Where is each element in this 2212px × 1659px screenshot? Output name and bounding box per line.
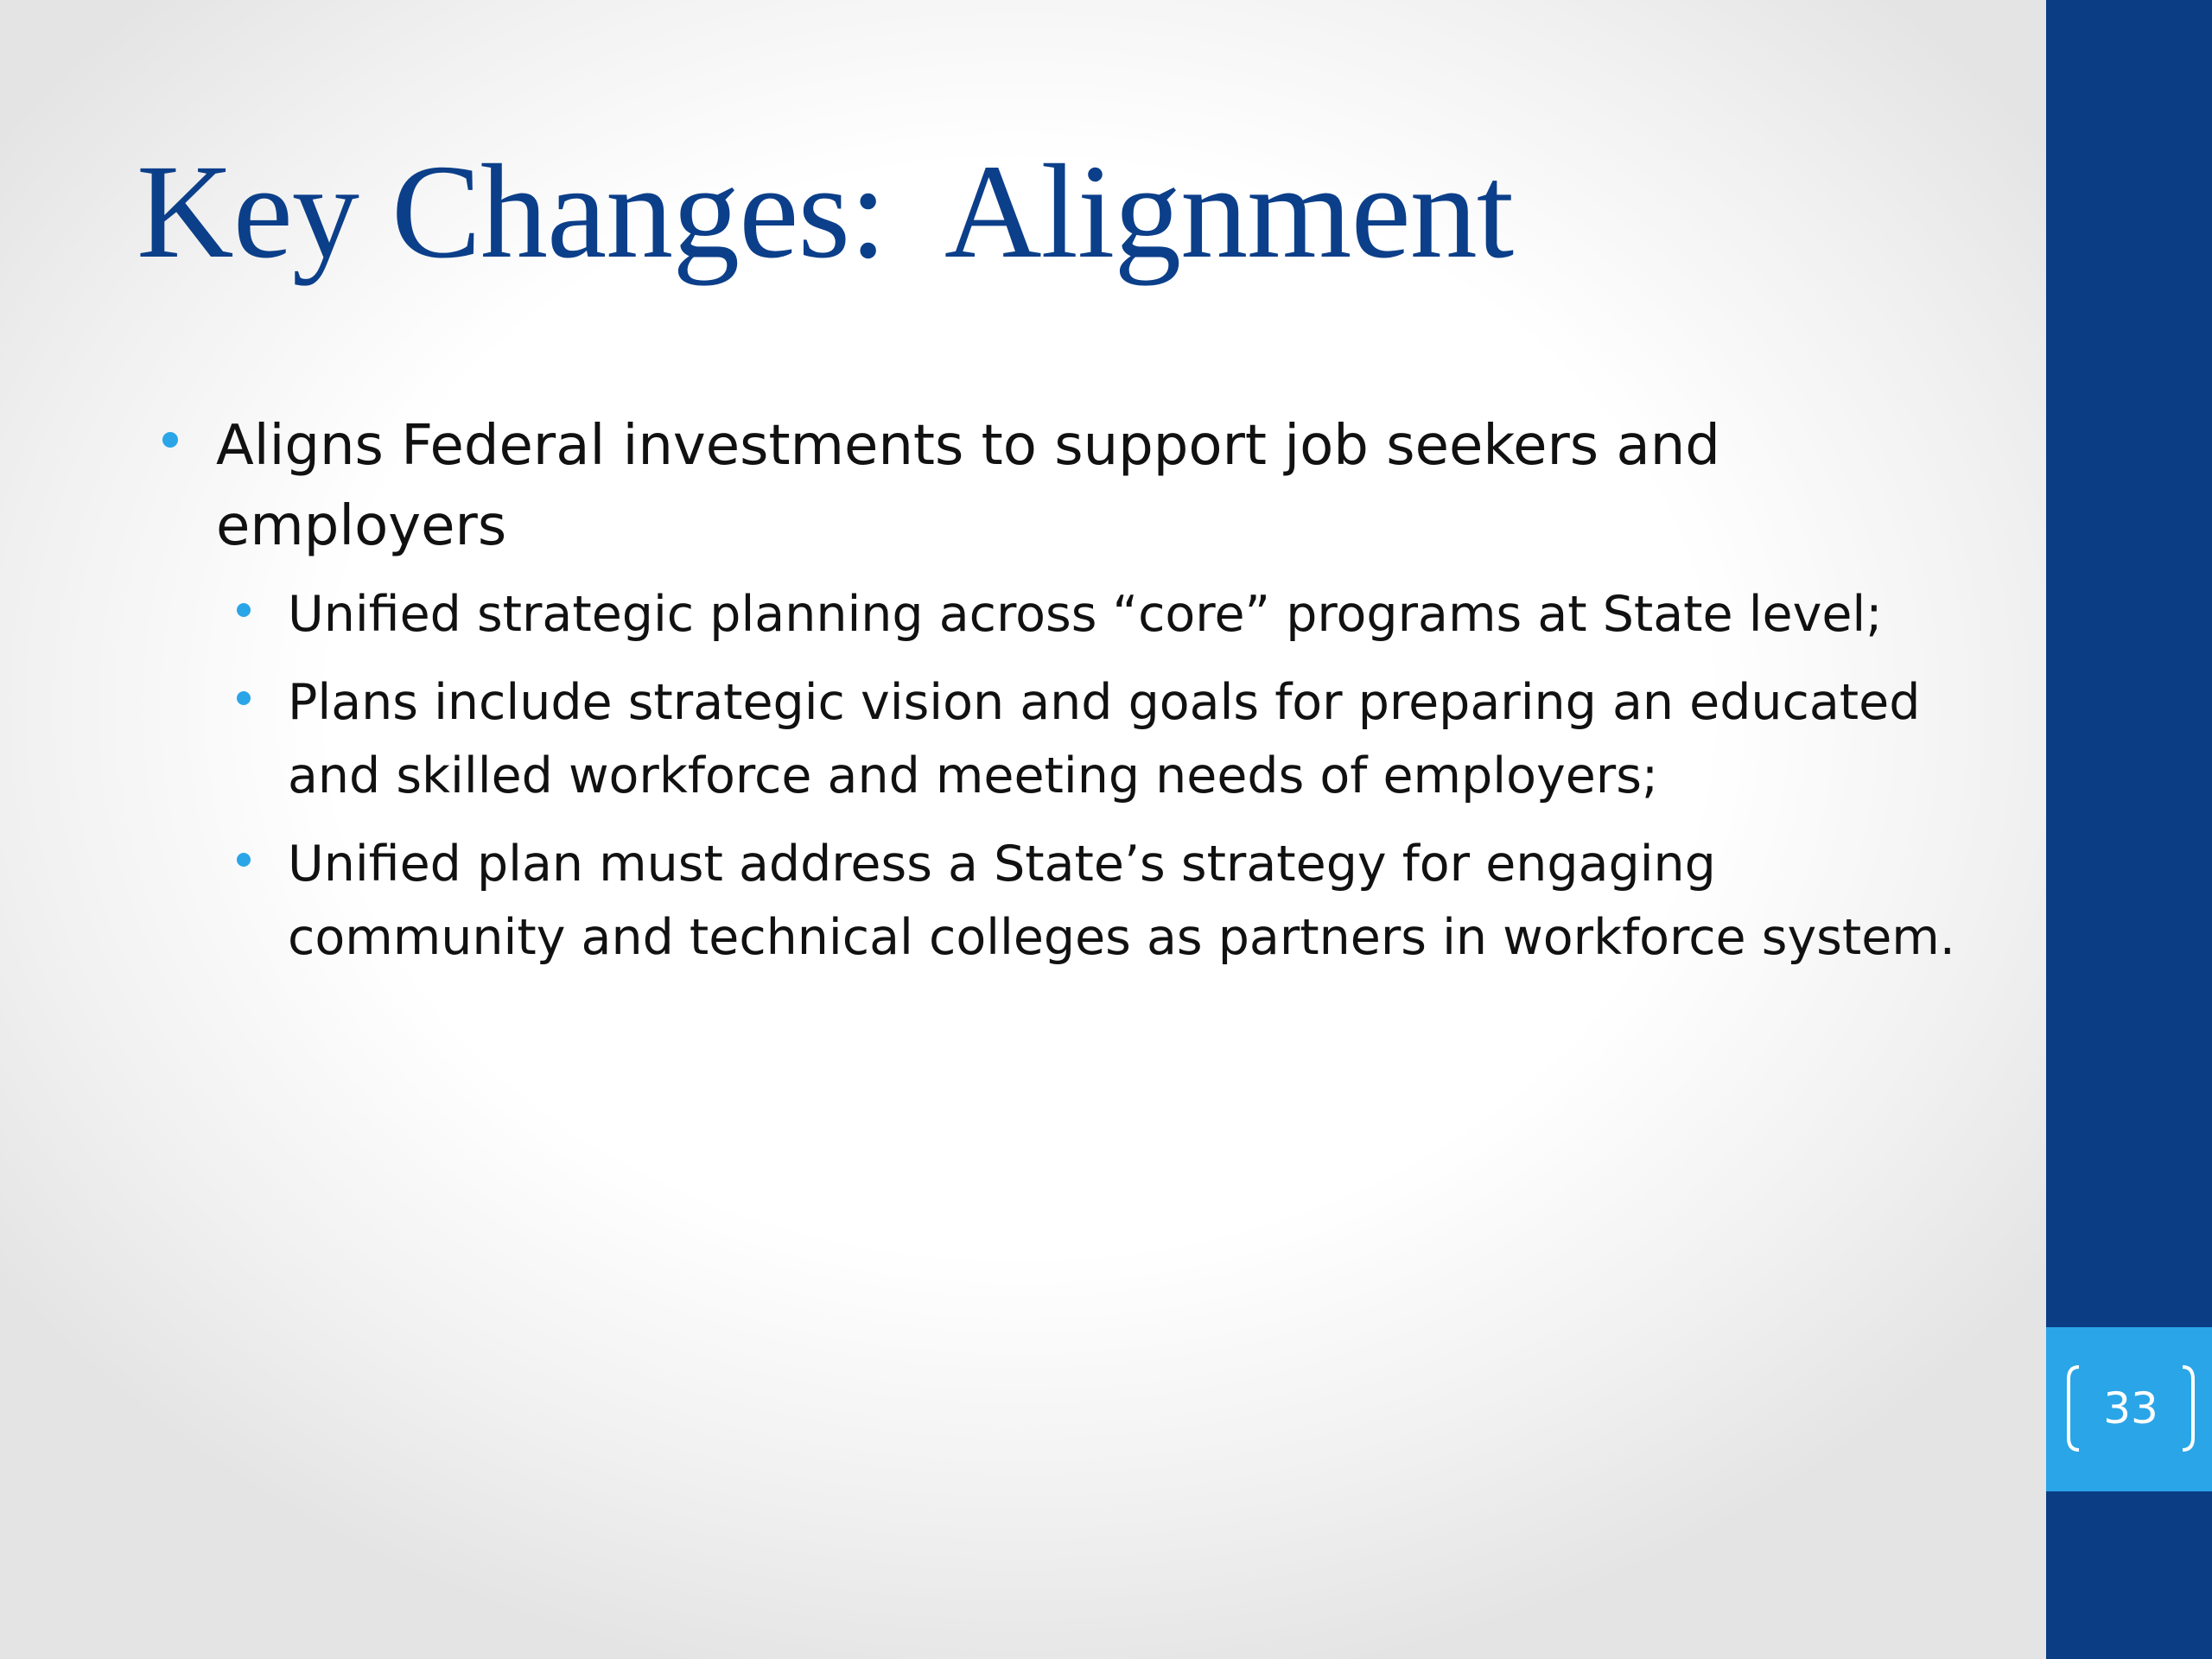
page-number-box xyxy=(2046,1327,2212,1491)
bullet-marker-icon xyxy=(162,432,178,448)
sub-bullet-item-2: Plans include strategic vision and goals for preparing an educated and skilled workforce and meeting needs of employers; xyxy=(288,674,1921,804)
page-number: 33 xyxy=(2103,1383,2158,1433)
sub-bullet-item-1: Unified strategic planning across “core” programs at State level; xyxy=(288,586,1883,643)
page-number-frame xyxy=(2065,1363,2196,1453)
sub-bullet-item-3: Unified plan must address a State’s strategy for engaging community and technical colleges as partners in workforce system. xyxy=(288,836,1955,966)
sub-bullet-marker-icon xyxy=(237,603,251,617)
bullet-item-1: Aligns Federal investments to support job seekers and employers xyxy=(216,414,1720,558)
sub-bullet-marker-icon xyxy=(237,691,251,705)
sub-bullet-marker-icon xyxy=(237,853,251,867)
slide-title: Key Changes: Alignment xyxy=(137,137,1514,286)
